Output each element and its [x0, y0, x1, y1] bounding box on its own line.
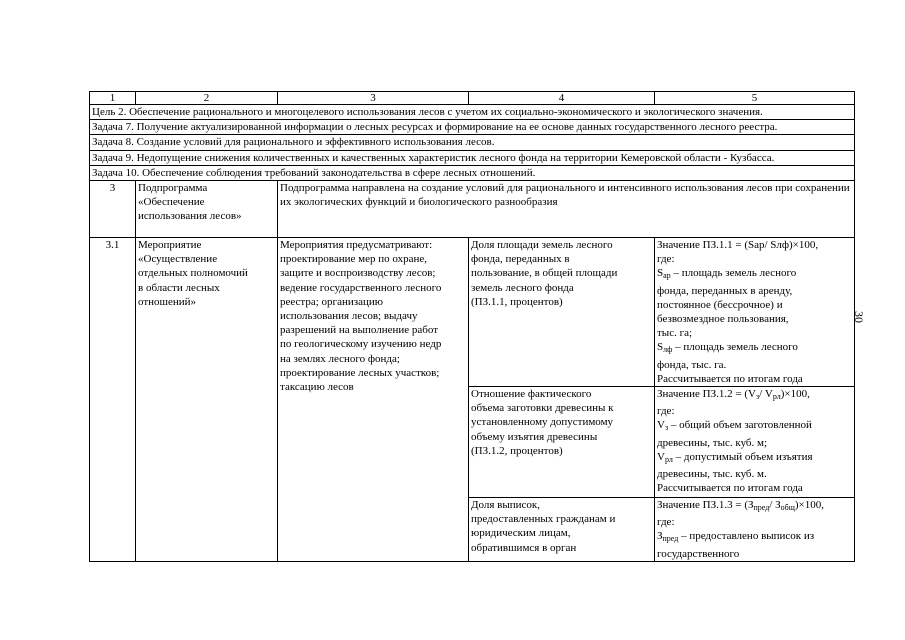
formula-line-text: З — [657, 530, 663, 543]
formula-line-text: – площадь земель лесного — [672, 341, 798, 354]
formula-line — [657, 266, 852, 283]
subprogram-description: Подпрограмма направлена на создание условий для рационального и интенсивного использования лесов при сохранении их экологических функций и биологического разнообразия — [278, 181, 855, 238]
measure-description-line: таксацию лесов — [280, 381, 354, 394]
formula-subscript: з — [755, 392, 760, 402]
formula-line-text: S — [657, 341, 664, 354]
formula-line-text: тыс. га; — [657, 327, 693, 340]
measure-name — [136, 238, 278, 562]
formula-line-text: V — [657, 419, 665, 432]
measure-description-line: Мероприятия предусматривают: — [280, 239, 433, 252]
goal-row — [90, 105, 855, 120]
col-header-3: 3 — [278, 92, 469, 105]
formula-text: Значение ПЗ.1.1 = (Sар/ Sлф)×100, — [657, 239, 819, 252]
col-header-2: 2 — [136, 92, 278, 105]
formula-line — [657, 298, 852, 312]
formula-line-text: древесины, тыс. куб. м. — [657, 468, 767, 481]
measure-description-line: разрешений на выполнение работ — [280, 324, 439, 337]
formula-line-text: – допустимый объем изъятия — [672, 450, 813, 463]
subprogram-row — [90, 181, 855, 238]
indicator-name-line: юридическим лицам, — [471, 527, 571, 540]
formula-text: Значение ПЗ.1.3 = (З — [657, 499, 754, 512]
formula-line — [657, 418, 852, 435]
indicators-table — [89, 91, 855, 562]
formula-line — [657, 252, 852, 266]
indicator-name-line: объема заготовки древесины к — [471, 402, 614, 415]
task-row — [90, 165, 855, 180]
task-10-text: Задача 10. Обеспечение соблюдения требований законодательства в сфере лесных отношений. — [90, 165, 855, 180]
goal-text: Цель 2. Обеспечение рационального и многоцелевого использования лесов с учетом их социально-экономического и экологического значения. — [90, 105, 855, 120]
indicator-3-formula — [655, 498, 855, 562]
formula-line-text: – площадь земель лесного — [670, 267, 797, 280]
formula-line — [657, 436, 852, 450]
measure-description-line: проектирование лесных участков; — [280, 366, 440, 379]
measure-description-line: защите и воспроизводству лесов; — [280, 267, 436, 280]
measure-description-line: по геологическому изучению недр — [280, 338, 442, 351]
formula-header — [657, 498, 852, 515]
formula-line — [657, 404, 852, 418]
formula-line-text: где: — [657, 253, 675, 266]
task-row — [90, 150, 855, 165]
formula-text: )×100, — [794, 499, 824, 512]
formula-header — [657, 238, 852, 252]
indicator-name-line: предоставленных гражданам и — [471, 513, 616, 526]
indicator-name-line: Доля площади земель лесного — [471, 239, 613, 252]
task-row — [90, 135, 855, 150]
formula-line-text: – предоставлено выписок из — [678, 530, 815, 543]
indicator-3-name — [469, 498, 655, 562]
indicator-name-line: фонда, переданных в — [471, 253, 570, 266]
formula-subscript: лф — [663, 345, 673, 355]
indicator-1-formula — [655, 238, 855, 387]
measure-name-line: «Осуществление — [138, 253, 218, 266]
indicator-2-formula — [655, 387, 855, 498]
formula-text: / З — [769, 499, 781, 512]
subprogram-name-line: «Обеспечение — [138, 196, 205, 209]
indicator-name-line: пользование, в общей площади — [471, 267, 618, 280]
formula-line-text: безвозмездное пользования, — [657, 313, 789, 326]
task-row — [90, 120, 855, 135]
indicator-2-name — [469, 387, 655, 498]
indicator-name-line: (ПЗ.1.1, процентов) — [471, 295, 563, 308]
formula-line — [657, 326, 852, 340]
formula-subscript: пред — [662, 534, 679, 544]
formula-line-text: постоянное (бессрочное) и — [657, 298, 783, 311]
col-header-5: 5 — [655, 92, 855, 105]
formula-line-text: фонда, тыс. га. — [657, 358, 727, 371]
formula-line-text: V — [657, 450, 665, 463]
formula-line-text: где: — [657, 516, 675, 529]
formula-line-text: S — [657, 267, 664, 280]
formula-line — [657, 358, 852, 372]
indicator-name-line: земель лесного фонда — [471, 281, 574, 294]
formula-text: Значение ПЗ.1.2 = (V — [657, 388, 756, 401]
indicator-name-line: Отношение фактического — [471, 388, 592, 401]
formula-line-text: государственного — [657, 547, 740, 560]
indicator-name-line: установленному допустимому — [471, 416, 614, 429]
formula-line — [657, 515, 852, 529]
measure-description-line: ведение государственного лесного — [280, 281, 442, 294]
col-header-4: 4 — [469, 92, 655, 105]
formula-line — [657, 284, 852, 298]
task-8-text: Задача 8. Создание условий для рационального и эффективного использования лесов. — [90, 135, 855, 150]
column-number-row — [90, 92, 855, 105]
formula-line — [657, 372, 852, 386]
formula-subscript: рл — [772, 392, 781, 402]
measure-description-line: проектирование мер по охране, — [280, 253, 427, 266]
formula-subscript: общ — [780, 503, 795, 513]
formula-line — [657, 312, 852, 326]
measure-name-line: в области лесных — [138, 281, 220, 294]
formula-line-text: – общий объем заготовленной — [668, 419, 812, 432]
formula-subscript: ар — [663, 271, 671, 281]
subprogram-name — [136, 181, 278, 238]
measure-name-line: отношений» — [138, 295, 197, 308]
indicator-1-name — [469, 238, 655, 387]
indicator-name-line: Доля выписок, — [471, 499, 540, 512]
measure-name-line: Мероприятие — [138, 239, 202, 252]
measure-description — [278, 238, 469, 562]
task-9-text: Задача 9. Недопущение снижения количественных и качественных характеристик лесного фонда на территории Кемеровской области - Кузбасса. — [90, 150, 855, 165]
indicator-name-line: (ПЗ.1.2, процентов) — [471, 444, 563, 457]
col-header-1: 1 — [90, 92, 136, 105]
formula-line — [657, 481, 852, 495]
page-number: 30 — [852, 311, 866, 323]
measure-description-line: на землях лесного фонда; — [280, 352, 400, 365]
indicator-name-line: обратившимся в орган — [471, 541, 577, 554]
measure-description-line: реестра; организацию — [280, 295, 383, 308]
formula-text: / V — [759, 388, 773, 401]
formula-line-text: фонда, переданных в аренду, — [657, 284, 793, 297]
formula-line — [657, 450, 852, 467]
subprogram-name-line: использования лесов» — [138, 210, 242, 223]
formula-line — [657, 340, 852, 357]
formula-line-text: Рассчитывается по итогам года — [657, 482, 803, 495]
formula-header — [657, 387, 852, 404]
formula-subscript: рл — [664, 454, 673, 464]
formula-line — [657, 467, 852, 481]
formula-text: )×100, — [780, 388, 810, 401]
measure-name-line: отдельных полномочий — [138, 267, 248, 280]
formula-line-text: где: — [657, 405, 675, 418]
subprogram-name-line: Подпрограмма — [138, 182, 208, 195]
formula-line-text: Рассчитывается по итогам года — [657, 372, 803, 385]
formula-line-text: древесины, тыс. куб. м; — [657, 436, 768, 449]
formula-subscript: пред — [753, 503, 770, 513]
measure-number: 3.1 — [90, 238, 136, 562]
indicator-row — [90, 238, 855, 387]
task-7-text: Задача 7. Получение актуализированной информации о лесных ресурсах и формирование на ее основе данных государственного лесного реестра. — [90, 120, 855, 135]
formula-subscript: з — [664, 423, 669, 433]
formula-line — [657, 529, 852, 546]
formula-line — [657, 547, 852, 561]
indicator-name-line: объему изъятия древесины — [471, 430, 598, 443]
subprogram-number: 3 — [90, 181, 136, 238]
measure-description-line: использования лесов; выдачу — [280, 310, 418, 323]
